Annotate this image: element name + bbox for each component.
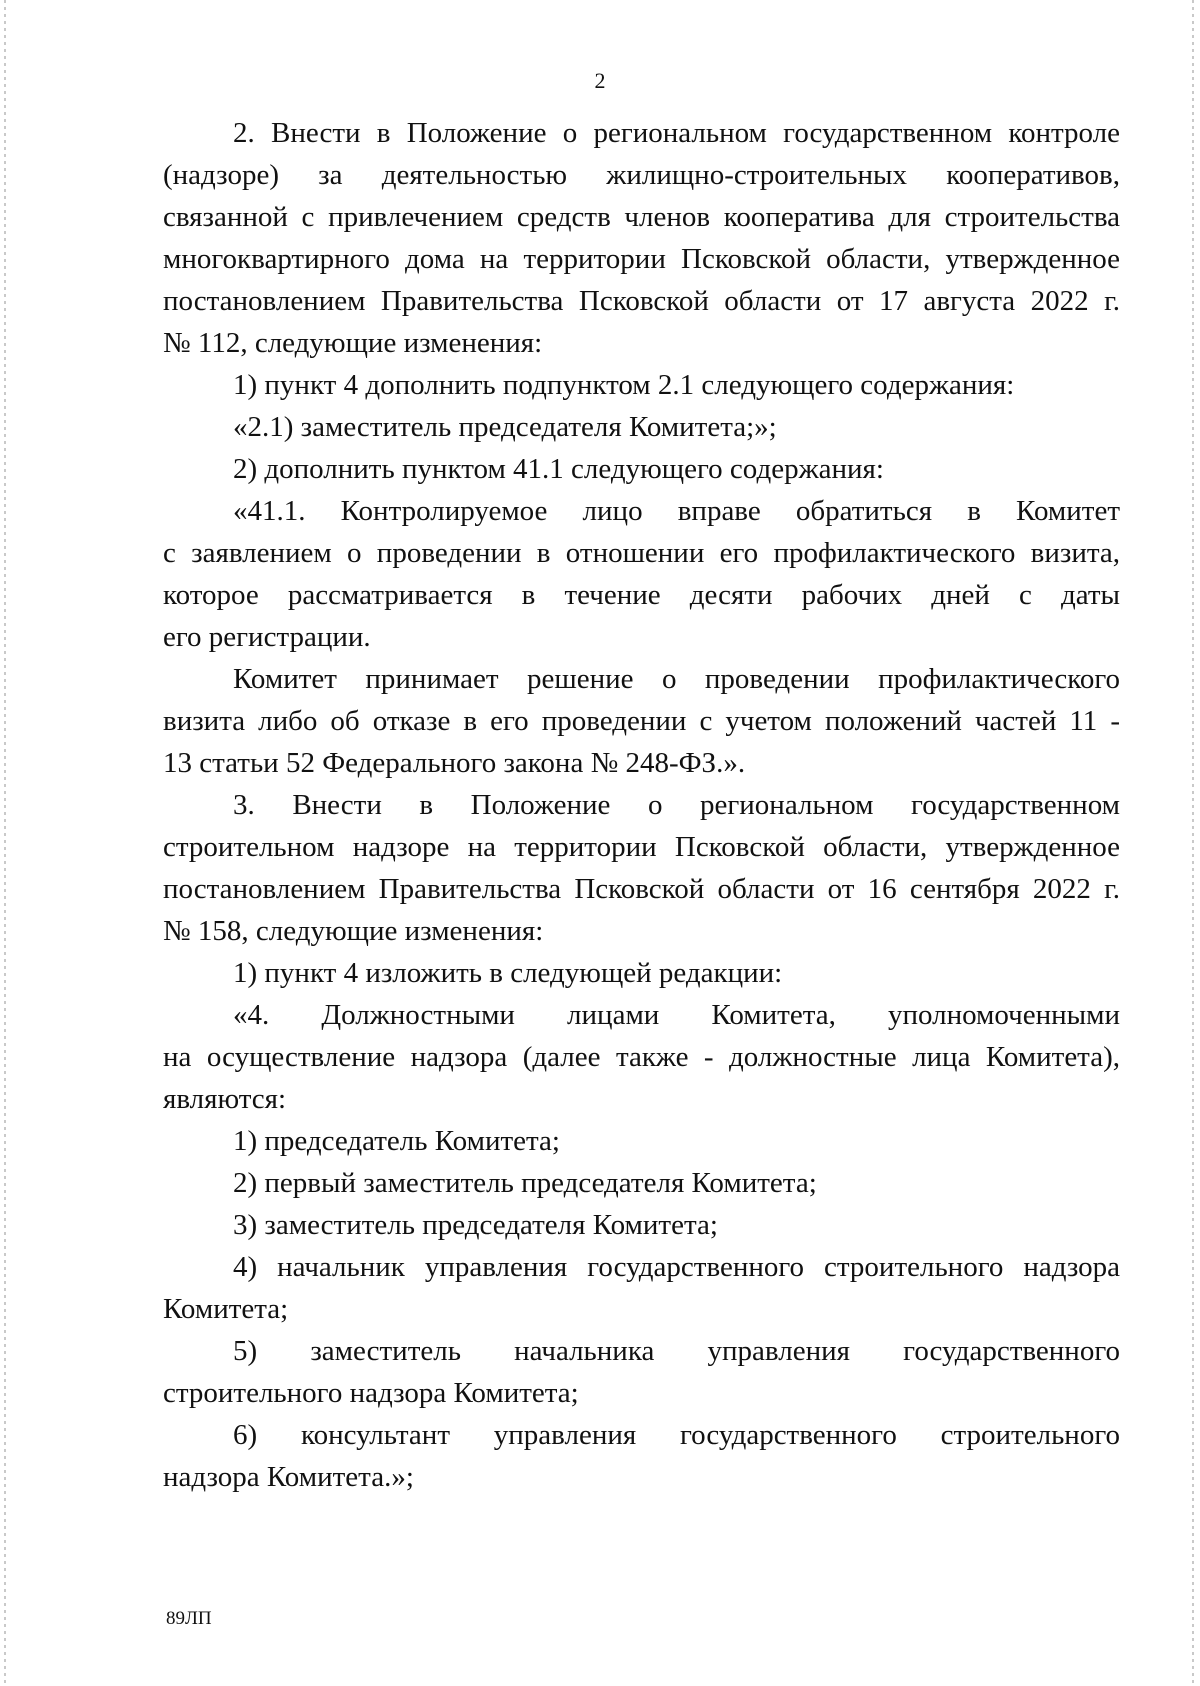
text-line: постановлением Правительства Псковской области от 17 августа 2022 г. [163, 285, 1120, 317]
text-line: 3) заместитель председателя Комитета; [233, 1209, 718, 1241]
text-line: 5) заместитель начальника управления государственного [233, 1335, 1120, 1367]
text-line: связанной с привлечением средств членов кооператива для строительства [163, 201, 1120, 233]
scan-edge-right [1192, 0, 1194, 1686]
text-line: 6) консультант управления государственного строительного [233, 1419, 1120, 1451]
text-line: № 158, следующие изменения: [163, 915, 544, 947]
text-line: «41.1. Контролируемое лицо вправе обратиться в Комитет [233, 495, 1120, 527]
text-line: строительном надзоре на территории Псковской области, утвержденное [163, 831, 1120, 863]
text-line: 2) первый заместитель председателя Комитета; [233, 1167, 817, 1199]
text-line: Комитета; [163, 1293, 289, 1325]
document-code: 89ЛП [166, 1608, 212, 1629]
text-line: являются: [163, 1083, 287, 1115]
text-line: 2) дополнить пунктом 41.1 следующего содержания: [233, 453, 884, 485]
text-line: 1) пункт 4 изложить в следующей редакции: [233, 957, 783, 989]
text-line: 1) председатель Комитета; [233, 1125, 560, 1157]
text-line: (надзоре) за деятельностью жилищно-строительных кооперативов, [163, 159, 1120, 191]
text-line: с заявлением о проведении в отношении его профилактического визита, [163, 537, 1120, 569]
text-line: № 112, следующие изменения: [163, 327, 543, 359]
text-line: надзора Комитета.»; [163, 1461, 414, 1493]
scan-edge-left [4, 0, 6, 1686]
document-body [163, 112, 1120, 1498]
text-line: 2. Внести в Положение о региональном государственном контроле [233, 117, 1120, 149]
text-line: его регистрации. [163, 621, 371, 653]
text-line: «2.1) заместитель председателя Комитета;»; [233, 411, 777, 443]
text-line: Комитет принимает решение о проведении профилактического [233, 663, 1120, 695]
text-line: на осуществление надзора (далее также - должностные лица Комитета), [163, 1041, 1120, 1073]
text-line: 3. Внести в Положение о региональном государственном [233, 789, 1120, 821]
text-line: 4) начальник управления государственного строительного надзора [233, 1251, 1120, 1283]
text-line: которое рассматривается в течение десяти рабочих дней с даты [163, 579, 1120, 611]
text-line: постановлением Правительства Псковской области от 16 сентября 2022 г. [163, 873, 1120, 905]
page-number: 2 [594, 68, 606, 93]
text-line: строительного надзора Комитета; [163, 1377, 579, 1409]
text-line: визита либо об отказе в его проведении с учетом положений частей 11 - [163, 705, 1120, 737]
text-line: 13 статьи 52 Федерального закона № 248-ФЗ.». [163, 747, 746, 779]
text-line: 1) пункт 4 дополнить подпунктом 2.1 следующего содержания: [233, 369, 1015, 401]
text-line: многоквартирного дома на территории Псковской области, утвержденное [163, 243, 1120, 275]
text-line: «4. Должностными лицами Комитета, уполномоченными [233, 999, 1120, 1031]
